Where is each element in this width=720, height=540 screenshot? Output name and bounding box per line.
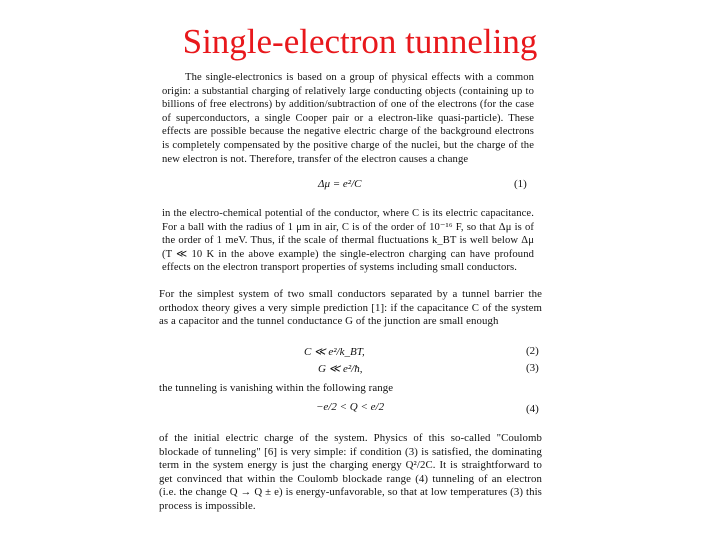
- paragraph-range: the tunneling is vanishing within the following range: [159, 382, 394, 394]
- equation-2: C ≪ e²/k_BT,: [304, 346, 365, 358]
- slide-title: Single-electron tunneling: [182, 22, 538, 61]
- paragraph-capacitance: in the electro-chemical potential of the conductor, where C is its electric capacitance. For a ball with the radius of 1 μm in air, C is of the order of 10⁻¹⁶ F, so that Δμ is of the order of 1 meV. Thus, if the scale of thermal fluctuations k_BT is well below Δμ (T ≪ 10 K in the above example) the single-electron charging can have profound effects on the electron transport properties of systems including small conductors.: [162, 208, 534, 274]
- equation-4-number: (4): [526, 403, 539, 415]
- paragraph-origin: The single-electronics is based on a group of physical effects with a common origin: a substantial charging of relatively large conducting objects (containing up to billions of free electrons) by addition/subtraction of one of the electrons (for the case of superconductors, a single Cooper pair or a electron-like quasi-particle). These effects are possible because the negative electric charge of the background electrons is completely compensated by the positive charge of the nuclei, but the charge of the new electron is not. Therefore, transfer of the electron causes a change: [162, 72, 534, 165]
- equation-1-number: (1): [514, 178, 527, 190]
- paragraph-coulomb-blockade: of the initial electric charge of the system. Physics of this so-called "Coulomb blockade of tunneling" [6] is very simple: if condition (3) is satisfied, the dominating term in the system energy is just the charging energy Q²/2C. It is straightforward to get convinced that within the Coulomb blockade range (4) tunneling of an electron (i.e. the change Q → Q ± e) is energy-unfavorable, so that at low temperatures (3) this process is impossible.: [159, 432, 542, 512]
- equation-3: G ≪ e²/ħ,: [318, 363, 363, 375]
- paragraph-orthodox-theory: For the simplest system of two small conductors separated by a tunnel barrier the orthodox theory gives a very simple prediction [1]: if the capacitance C of the system as a capacitor and the tunnel conductance G of the junction are small enough: [159, 288, 542, 327]
- equation-4: −e/2 < Q < e/2: [316, 401, 385, 413]
- equation-2-number: (2): [526, 345, 539, 357]
- equation-3-number: (3): [526, 362, 539, 374]
- equation-1: Δμ = e²/C: [318, 178, 362, 190]
